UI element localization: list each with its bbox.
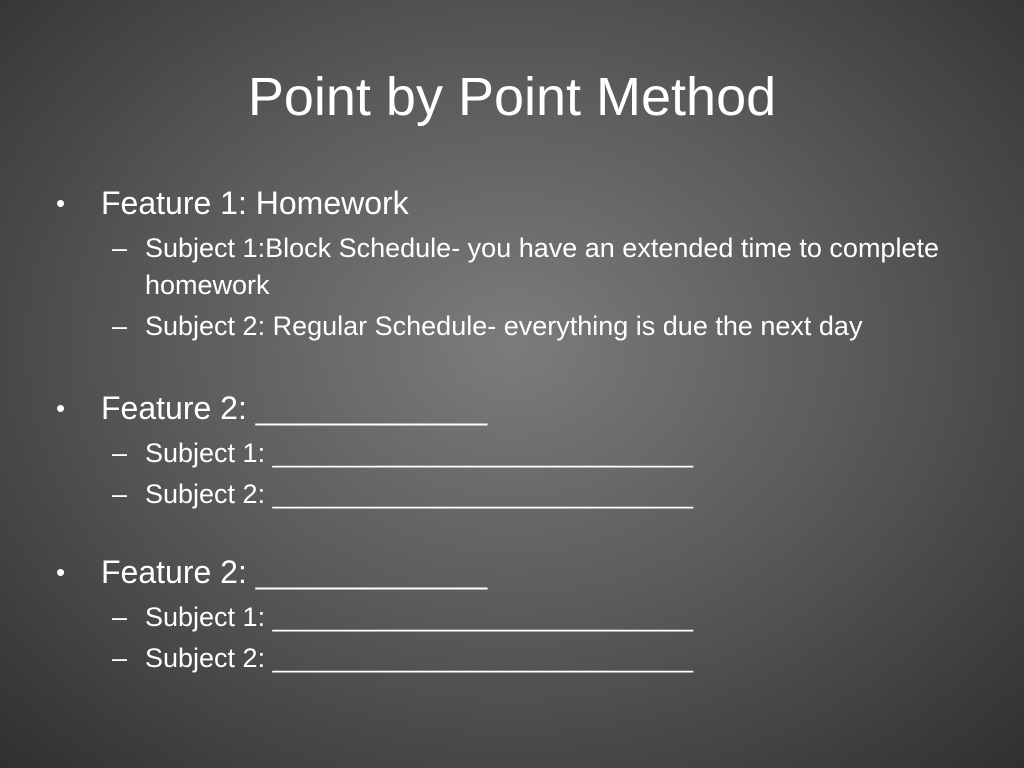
feature-bullet (56, 180, 986, 226)
feature-group-3 (56, 549, 986, 677)
slide-content (56, 180, 986, 713)
subject-item (56, 599, 986, 636)
bullet-icon: • (56, 557, 66, 587)
feature-label: Feature 2: _____________ (101, 554, 488, 590)
feature-bullet (56, 385, 986, 431)
dash-icon: – (112, 602, 128, 632)
subject-item (56, 476, 986, 513)
subject-item (56, 308, 986, 345)
dash-icon: – (112, 479, 128, 509)
dash-icon: – (112, 233, 128, 263)
subject-item (56, 640, 986, 677)
subject-text: Subject 2: ____________________________ (145, 479, 694, 509)
bullet-icon: • (56, 393, 66, 423)
subject-text: Subject 2: Regular Schedule- everything is due the next day (145, 311, 863, 341)
subject-text: Subject 2: ____________________________ (145, 643, 694, 673)
dash-icon: – (112, 643, 128, 673)
subject-item (56, 435, 986, 472)
feature-group-2 (56, 385, 986, 513)
subject-item (56, 230, 986, 304)
feature-bullet (56, 549, 986, 595)
dash-icon: – (112, 311, 128, 341)
subject-text: Subject 1: ____________________________ (145, 438, 694, 468)
dash-icon: – (112, 438, 128, 468)
subject-text: Subject 1: ____________________________ (145, 602, 694, 632)
subject-text: Subject 1:Block Schedule- you have an extended time to complete homework (145, 233, 939, 300)
slide-title: Point by Point Method (247, 67, 777, 127)
bullet-icon: • (56, 188, 66, 218)
feature-label: Feature 2: _____________ (101, 390, 488, 426)
feature-label: Feature 1: Homework (101, 185, 409, 221)
feature-group-1 (56, 180, 986, 345)
